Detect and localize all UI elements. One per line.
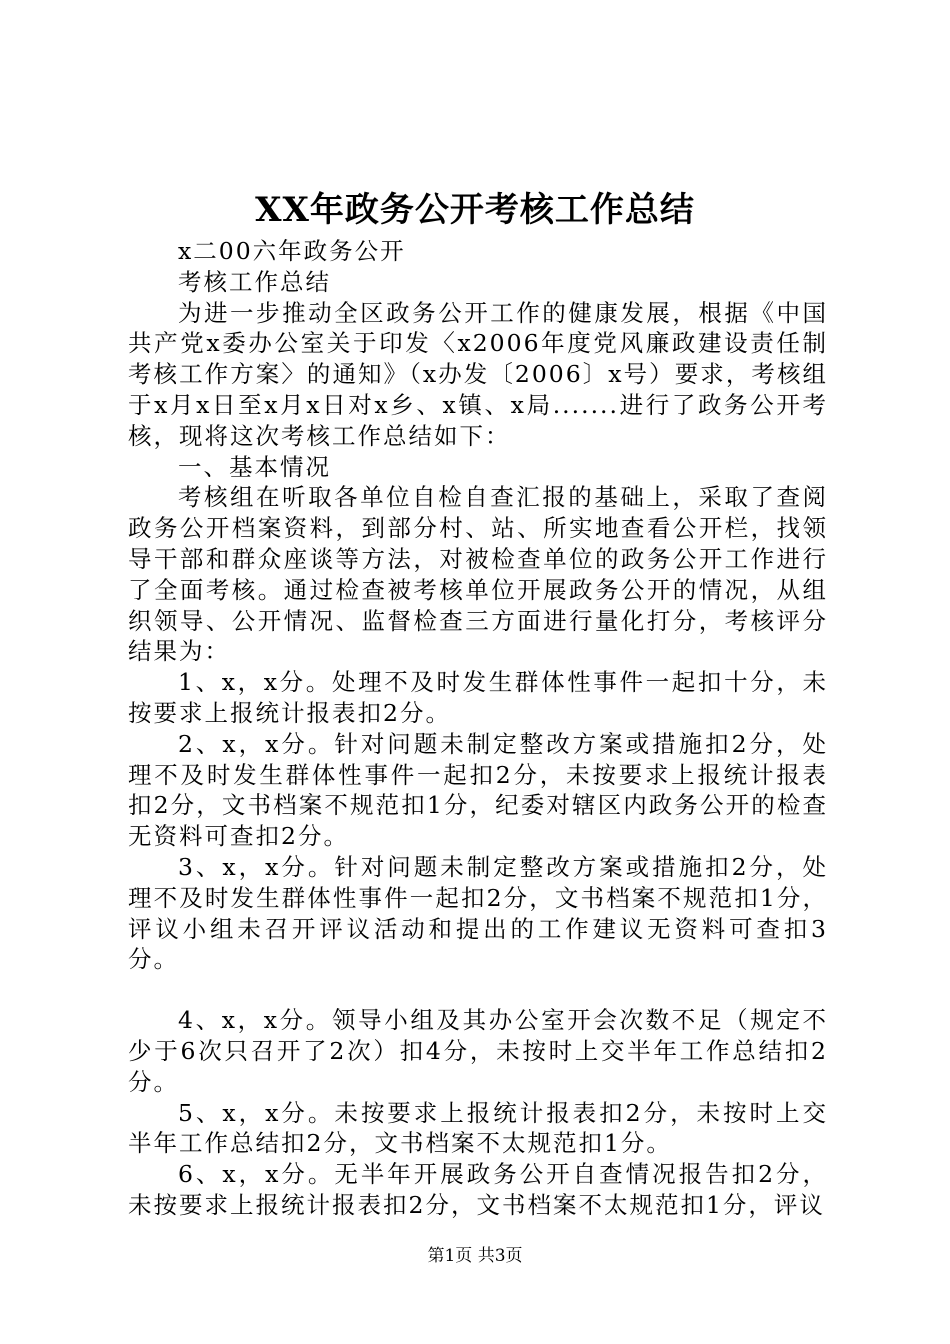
result-item-3: 3、x，x分。针对问题未制定整改方案或措施扣2分，处理不及时发生群体性事件一起扣2分，文书档案不规范扣1分，评议小组未召开评议活动和提出的工作建议无资料可查扣3分。 bbox=[128, 852, 828, 974]
document-title: XX年政务公开考核工作总结 bbox=[255, 190, 695, 230]
paragraph-intro: 为进一步推动全区政务公开工作的健康发展，根据《中国共产党x委办公室关于印发〈x2006年度党风廉政建设责任制考核工作方案〉的通知》（x办发〔2006〕x号）要求，考核组于x月x日至x月x日对x乡、x镇、x局.......进行了政务公开考核，现将这次考核工作总结如下： bbox=[128, 298, 828, 450]
result-item-1: 1、x，x分。处理不及时发生群体性事件一起扣十分，未按要求上报统计报表扣2分。 bbox=[128, 668, 828, 727]
result-item-6: 6、x，x分。无半年开展政务公开自查情况报告扣2分，未按要求上报统计报表扣2分，文书档案不太规范扣1分，评议 bbox=[128, 1160, 828, 1219]
paragraph-subtitle-line2: 考核工作总结 bbox=[178, 267, 331, 296]
document-body bbox=[128, 236, 828, 1221]
result-item-5: 5、x，x分。未按要求上报统计报表扣2分，未按时上交半年工作总结扣2分，文书档案不太规范扣1分。 bbox=[128, 1098, 828, 1158]
section-heading-basic: 一、基本情况 bbox=[178, 452, 331, 481]
paragraph-subtitle-line1: x二00六年政务公开 bbox=[178, 237, 406, 265]
page-number-footer: 第1页 共3页 bbox=[427, 1246, 523, 1266]
paragraph-basic-situation: 考核组在听取各单位自检自查汇报的基础上，采取了查阅政务公开档案资料，到部分村、站、所实地查看公开栏，找领导干部和群众座谈等方法，对被检查单位的政务公开工作进行了全面考核。通过检查被考核单位开展政务公开的情况，从组织领导、公开情况、监督检查三方面进行量化打分，考核评分结果为： bbox=[128, 483, 828, 666]
result-item-2: 2、x，x分。针对问题未制定整改方案或措施扣2分，处理不及时发生群体性事件一起扣2分，未按要求上报统计报表扣2分，文书档案不规范扣1分，纪委对辖区内政务公开的检查无资料可查扣2分。 bbox=[128, 729, 828, 851]
result-item-4: 4、x，x分。领导小组及其办公室开会次数不足（规定不少于6次只召开了2次）扣4分，未按时上交半年工作总结扣2分。 bbox=[128, 1006, 828, 1096]
